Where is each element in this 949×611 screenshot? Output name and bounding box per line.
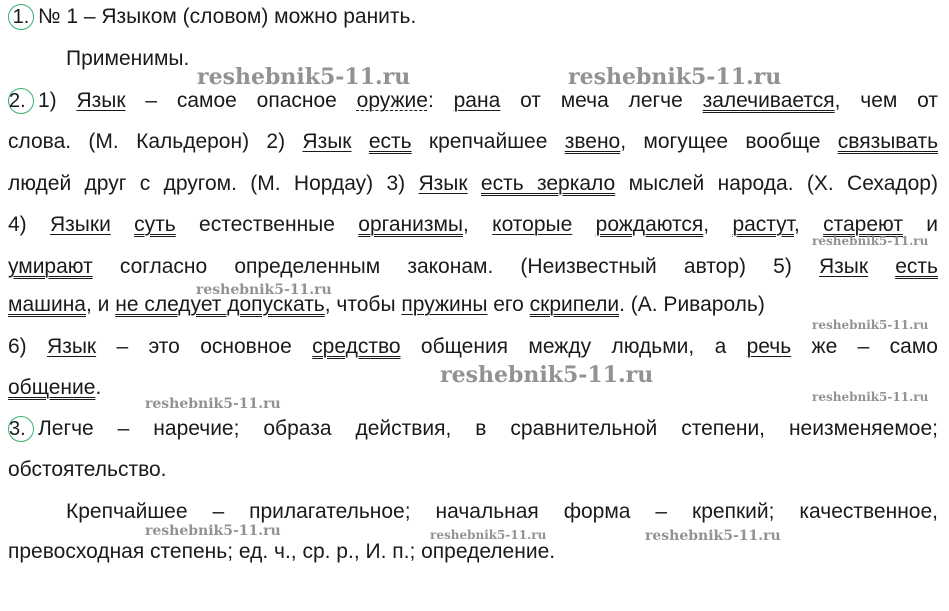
watermark: reshebnik5-11.ru [196, 282, 332, 298]
text: крепчайшее [411, 130, 565, 153]
text: общения между людьми, а [400, 335, 747, 358]
subject: Языки [50, 213, 111, 236]
text: , могущее вообще [620, 130, 838, 153]
watermark: reshebnik5-11.ru [812, 318, 929, 332]
text [572, 213, 595, 236]
task1-line1 [8, 4, 938, 30]
text [468, 172, 481, 195]
subject: речь [746, 335, 792, 358]
task3-line3 [66, 499, 938, 525]
text: 6) [8, 335, 48, 358]
text: согласно определенным законам. (Неизвестный автор) 5) [92, 255, 819, 278]
predicate: умирают [8, 255, 93, 278]
text: 4) [8, 213, 50, 236]
predicate: связывать [837, 130, 939, 153]
predicate: машина [8, 293, 86, 316]
task2-line7 [8, 334, 938, 360]
text: . [95, 376, 102, 399]
predicate: растут [732, 213, 794, 236]
text: , [703, 213, 733, 236]
predicate: не следует допускать [115, 293, 325, 316]
predicate: есть [368, 130, 412, 153]
text: и [902, 213, 938, 236]
text: людей друг с другом. (М. Нордау) 3) [8, 172, 419, 195]
watermark: reshebnik5-11.ru [197, 64, 411, 90]
text: естественные [175, 213, 359, 236]
text: , чем от [834, 89, 938, 112]
subject: рана [453, 89, 501, 112]
task3-text: обстоятельство. [8, 458, 167, 481]
subject: Язык [76, 89, 126, 112]
subject: которые [492, 213, 573, 236]
watermark: reshebnik5-11.ru [430, 528, 547, 542]
object: оружие [356, 89, 428, 112]
task2-line6 [8, 292, 938, 318]
text [868, 255, 895, 278]
subject: пружины [401, 293, 488, 316]
text: – это основное [96, 335, 313, 358]
task1-line2 [66, 46, 189, 72]
watermark: reshebnik5-11.ru [812, 234, 929, 248]
task1-text: № 1 – Языком (словом) можно ранить. [38, 5, 417, 28]
text: , [463, 213, 493, 236]
task2-line4 [8, 212, 938, 238]
predicate: рождаются [595, 213, 704, 236]
predicate: есть зеркало [480, 172, 616, 195]
watermark: reshebnik5-11.ru [145, 396, 281, 412]
predicate: звено [564, 130, 621, 153]
task3-line2 [8, 457, 938, 483]
task2-line3 [8, 171, 938, 197]
watermark: reshebnik5-11.ru [145, 523, 281, 539]
text: же – само [791, 335, 938, 358]
task-number-2: 2. [8, 88, 34, 114]
text: его [487, 293, 530, 316]
task2-line1 [8, 88, 938, 114]
subject: Язык [302, 130, 352, 153]
task-number-1: 1. [8, 4, 34, 30]
text: – самое опасное [125, 89, 357, 112]
text: от меча легче [500, 89, 703, 112]
text: слова. (М. Кальдерон) 2) [8, 130, 303, 153]
predicate: средство [312, 335, 401, 358]
predicate: стареют [823, 213, 903, 236]
predicate: суть [134, 213, 176, 236]
predicate: организмы [358, 213, 463, 236]
text: , и [85, 293, 116, 316]
predicate: скрипели [529, 293, 620, 316]
watermark: reshebnik5-11.ru [645, 528, 781, 544]
text: , [793, 213, 824, 236]
watermark: reshebnik5-11.ru [812, 390, 929, 404]
predicate: есть [895, 255, 938, 278]
subject: Язык [819, 255, 869, 278]
task1-answer: Применимы. [66, 47, 190, 70]
text: , чтобы [324, 293, 402, 316]
text: 1) [38, 89, 77, 112]
task-number-3: 3. [8, 416, 34, 442]
task3-text: Крепчайшее – прилагательное; начальная форма – крепкий; качественное, [66, 500, 938, 523]
predicate: залечивается [702, 89, 835, 112]
watermark: reshebnik5-11.ru [440, 362, 654, 388]
subject: Язык [418, 172, 468, 195]
subject: Язык [47, 335, 97, 358]
task3-text: превосходная степень; ед. ч., ср. р., И. п.; определение. [8, 540, 556, 563]
text [111, 213, 134, 236]
task3-line1 [8, 416, 938, 442]
task2-line5 [8, 254, 938, 280]
text [352, 130, 369, 153]
task2-line2 [8, 129, 938, 155]
text: . (А. Ривароль) [619, 293, 765, 316]
predicate: общение [8, 376, 96, 399]
text: мыслей народа. (Х. Сехадор) [615, 172, 938, 195]
task3-text: Легче – наречие; образа действия, в сравнительной степени, неизменяемое; [38, 417, 938, 440]
watermark: reshebnik5-11.ru [568, 64, 782, 90]
text: : [427, 89, 454, 112]
task3-line4 [8, 539, 938, 565]
